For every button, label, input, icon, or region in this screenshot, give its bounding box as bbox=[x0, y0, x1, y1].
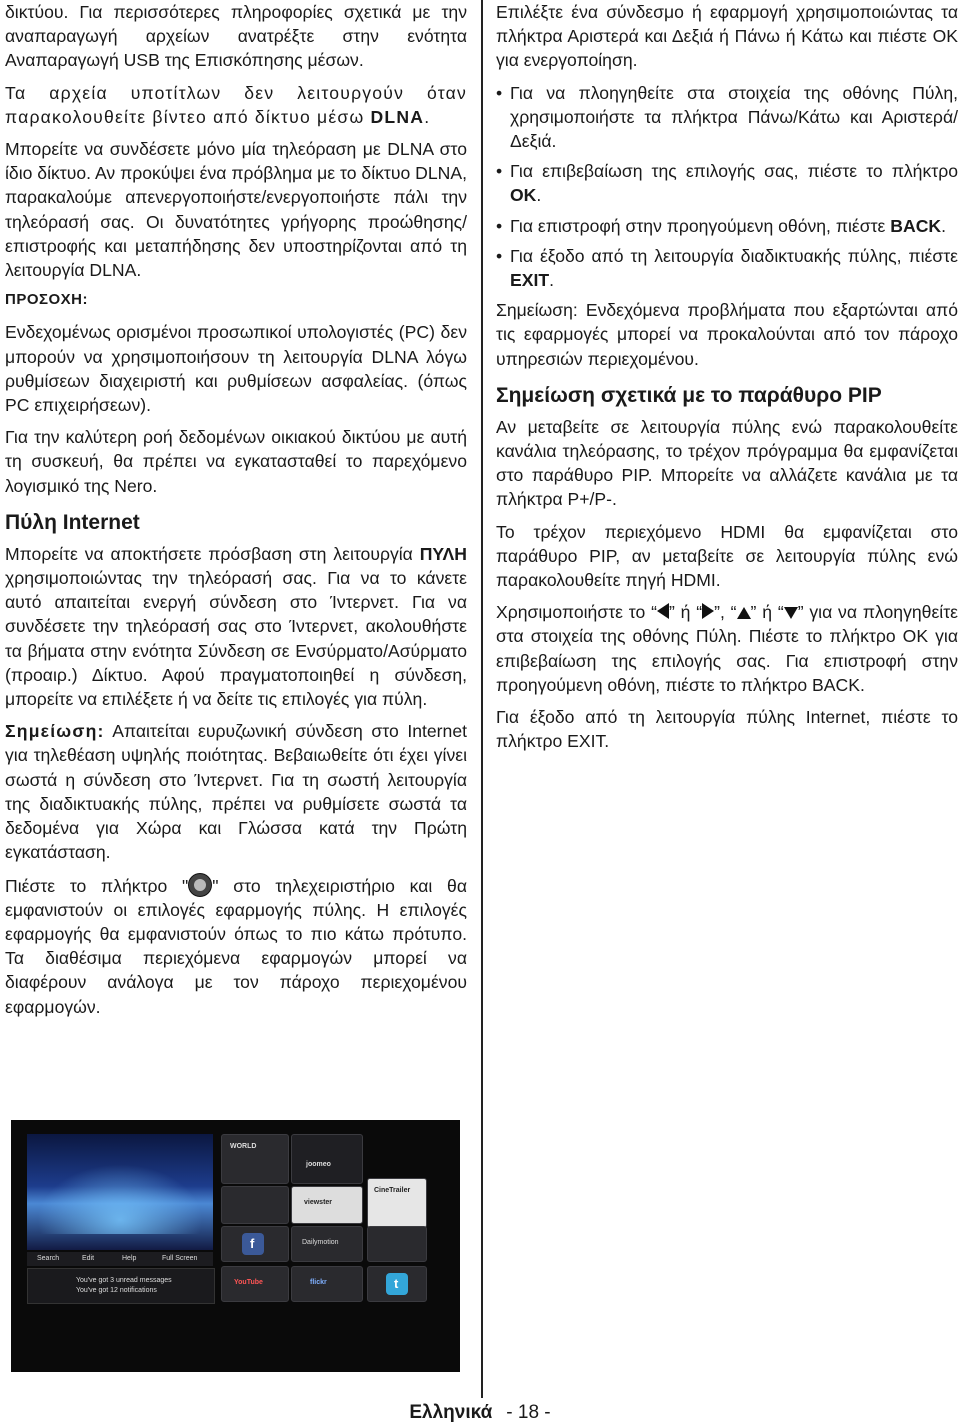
portal-message-box bbox=[27, 1268, 215, 1304]
page-footer bbox=[0, 1402, 960, 1424]
bold-text: BACK bbox=[890, 215, 942, 236]
bold-text: ΠΥΛΗ bbox=[419, 543, 467, 564]
note-label: Σημείωση: bbox=[5, 721, 105, 742]
app-tile bbox=[291, 1266, 363, 1302]
paragraph bbox=[5, 81, 467, 129]
app-tile bbox=[221, 1134, 289, 1184]
menu-edit: Edit bbox=[82, 1255, 95, 1262]
bold-text: OK bbox=[510, 185, 537, 206]
text: . bbox=[424, 106, 431, 127]
text: Για να πλοηγηθείτε στα στοιχεία της οθόνης Πύλη, χρησιμοποιήστε τα πλήκτρα Πάνω/Κάτω και Αριστερά/Δεξιά. bbox=[510, 82, 958, 152]
message-line: You've got 12 notifications bbox=[76, 1287, 157, 1294]
message-line: You've got 3 unread messages bbox=[76, 1277, 172, 1284]
left-arrow-icon bbox=[657, 603, 669, 619]
bold-text: EXIT bbox=[510, 270, 550, 291]
list-item bbox=[510, 214, 958, 238]
paragraph: Μπορείτε να συνδέσετε μόνο μία τηλεόραση με DLNA στο ίδιο δίκτυο. Αν προκύψει ένα πρόβλημα με το δίκτυο DLNA, παρακαλούμε απενεργοποιήστε/ενεργοποιήστε πάλι την τηλεόρασή σας. Οι δυνατότητες γρήγορης προώθησης/επιστροφής και μεταπήδησης δεν υποστηρίζονται από τη λειτουργία DLNA. bbox=[5, 139, 467, 281]
column-divider bbox=[481, 0, 483, 1398]
facebook-icon bbox=[242, 1233, 264, 1255]
right-column bbox=[496, 0, 958, 761]
menu-help: Help bbox=[122, 1255, 137, 1262]
down-arrow-icon bbox=[784, 607, 798, 619]
app-tile bbox=[291, 1134, 363, 1184]
app-tile bbox=[291, 1226, 363, 1262]
tile-label: Dailymotion bbox=[302, 1239, 339, 1246]
app-tile bbox=[221, 1226, 289, 1262]
paragraph: Το τρέχον περιεχόμενο HDMI θα εμφανίζεται στο παράθυρο PIP, αν μεταβείτε σε λειτουργία πύλης ενώ παρακολουθείτε πηγή HDMI. bbox=[496, 521, 958, 591]
paragraph bbox=[5, 873, 467, 1019]
tile-label: CineTrailer bbox=[374, 1187, 411, 1194]
footer-language: Ελληνικά bbox=[409, 1402, 493, 1423]
menu-full-screen: Full Screen bbox=[162, 1255, 198, 1262]
tile-label: t bbox=[394, 1276, 399, 1291]
text: Για έξοδο από τη λειτουργία διαδικτυακής πύλης, πιέστε bbox=[510, 245, 958, 266]
tile-label: viewster bbox=[304, 1199, 333, 1206]
paragraph bbox=[5, 719, 467, 864]
app-tile bbox=[221, 1186, 289, 1224]
text: . bbox=[941, 215, 946, 236]
warning-label: ΠΡΟΣΟΧΗ: bbox=[5, 291, 89, 309]
up-arrow-icon bbox=[737, 607, 751, 619]
page-number: - 18 - bbox=[506, 1402, 551, 1423]
paragraph: Για έξοδο από τη λειτουργία πύλης Internet, πιέστε το πλήκτρο EXIT. bbox=[496, 707, 958, 752]
paragraph: Σημείωση: Ενδεχόμενα προβλήματα που εξαρτώνται από τις εφαρμογές μπορεί να προκαλούνται από τον πάροχο υπηρεσιών περιεχομένου. bbox=[496, 300, 958, 369]
text: Πιέστε το πλήκτρο " bbox=[5, 875, 189, 896]
text: ”, “ bbox=[714, 602, 737, 623]
paragraph: Ενδεχομένως ορισμένοι προσωπικοί υπολογιστές (PC) δεν μπορούν να χρησιμοποιήσουν τη λειτουργία DLNA λόγω ρυθμίσεων διαχειριστή και ρυθμίσεων ασφαλείας. (όπως PC επιχειρήσεων). bbox=[5, 322, 467, 416]
menu-search: Search bbox=[37, 1255, 60, 1262]
text: ” ή “ bbox=[668, 602, 703, 623]
tile-label: joomeo bbox=[306, 1161, 331, 1168]
paragraph bbox=[496, 600, 958, 697]
internet-button-icon bbox=[188, 873, 212, 897]
list-item bbox=[510, 159, 958, 207]
app-tile bbox=[367, 1266, 427, 1302]
paragraph: Επιλέξτε ένα σύνδεσμο ή εφαρμογή χρησιμοποιώντας τα πλήκτρα Αριστερά και Δεξιά ή Πάνω ή Κάτω και πιέστε OK για ενεργοποίηση. bbox=[496, 2, 958, 71]
bullet-list bbox=[496, 81, 958, 293]
app-tile bbox=[221, 1266, 289, 1302]
text: Χρησιμοποιήστε το “ bbox=[496, 602, 657, 623]
text: χρησιμοποιώντας την τηλεόρασή σας. Για να το κάνετε αυτό απαιτείται ενεργή σύνδεση στο Ίντερνετ. Για να συνδέσετε την τηλεόρασή σας στο Ίντερνετ, ακολουθήστε τα βήματα στην ενότητα Σύνδεση σε Ενσύρματο/Ασύρματο (προαιρ.) Δίκτυο. Αφού πραγματοποιηθεί η σύνδεση, μπορείτε να επιλέξετε ή να δείτε τις επιλογές για πύλη. bbox=[5, 568, 467, 710]
tile-label: flickr bbox=[310, 1279, 327, 1286]
text: Για επιστροφή στην προηγούμενη οθόνη, πιέστε bbox=[510, 215, 891, 236]
app-tile bbox=[367, 1178, 427, 1228]
list-item bbox=[510, 81, 958, 154]
pip-video-window bbox=[27, 1134, 213, 1250]
portal-screenshot bbox=[11, 1120, 460, 1372]
section-heading: Πύλη Internet bbox=[5, 510, 140, 534]
twitter-icon bbox=[386, 1273, 408, 1295]
right-arrow-icon bbox=[702, 603, 714, 619]
bold-text: DLNA bbox=[370, 106, 425, 127]
left-column bbox=[5, 0, 467, 1027]
list-item bbox=[510, 244, 958, 292]
text: ” για να πλοηγηθείτε στα στοιχεία της οθόνης Πύλη. Πιέστε το πλήκτρο OK για επιβεβαίωση της επιλογής σας. Για επιστροφή στην προηγούμενη οθόνη, πιέστε το πλήκτρο BACK. bbox=[496, 602, 958, 695]
paragraph: Αν μεταβείτε σε λειτουργία πύλης ενώ παρακολουθείτε κανάλια τηλεόρασης, το τρέχον πρόγραμμα θα εμφανίζεται στο παράθυρο PIP. Μπορείτε να αλλάζετε κανάλια με τα πλήκτρα P+/P-. bbox=[496, 416, 958, 510]
tile-label: WORLD bbox=[230, 1143, 257, 1150]
portal-menu-bar bbox=[27, 1252, 213, 1266]
paragraph bbox=[5, 542, 467, 711]
text: ” ή “ bbox=[750, 602, 784, 623]
section-heading: Σημείωση σχετικά με το παράθυρο PIP bbox=[496, 383, 882, 407]
text: Μπορείτε να αποκτήσετε πρόσβαση στη λειτουργία bbox=[5, 543, 420, 564]
app-tile bbox=[291, 1186, 363, 1224]
tile-label: f bbox=[250, 1236, 255, 1251]
paragraph: δικτύου. Για περισσότερες πληροφορίες σχετικά με την αναπαραγωγή αρχείων ανατρέξτε στην ενότητα Αναπαραγωγή USB της Επισκόπησης μέσων. bbox=[5, 2, 467, 71]
text: Απαιτείται ευρυζωνική σύνδεση στο Internet για τηλεθέαση υψηλής ποιότητας. Βεβαιωθείτε ότι έχει γίνει σωστά η σύνδεση στο Ίντερνετ. Για τη σωστή λειτουργία της διαδικτυακής πύλης, πρέπει να ρυθμίσετε σωστά τα δεδομένα για Χώρα και Γλώσσα κατά την Πρώτη εγκατάσταση. bbox=[5, 721, 467, 863]
text: " στο τηλεχειριστήριο και θα εμφανιστούν οι επιλογές εφαρμογής πύλης. Η επιλογές εφαρμογής θα εμφανιστούν όπως το πιο κάτω πρότυπο. Τα διαθέσιμα περιεχόμενα εφαρμογών μπορεί να διαφέρουν ανάλογα με τον πάροχο περιεχομένου εφαρμογών. bbox=[5, 875, 467, 1017]
text: Τα αρχεία υποτίτλων δεν λειτουργούν όταν παρακολουθείτε βίντεο από δίκτυο μέσω bbox=[5, 82, 467, 127]
text: . bbox=[536, 185, 542, 206]
text: Για επιβεβαίωση της επιλογής σας, πιέστε το πλήκτρο bbox=[510, 161, 958, 182]
text: . bbox=[549, 270, 554, 291]
tile-label: YouTube bbox=[234, 1279, 263, 1286]
app-tile bbox=[367, 1226, 427, 1262]
paragraph: Για την καλύτερη ροή δεδομένων οικιακού δικτύου με αυτή τη συσκευή, θα πρέπει να εγκατασταθεί το παρεχόμενο λογισμικό της Nero. bbox=[5, 427, 467, 496]
